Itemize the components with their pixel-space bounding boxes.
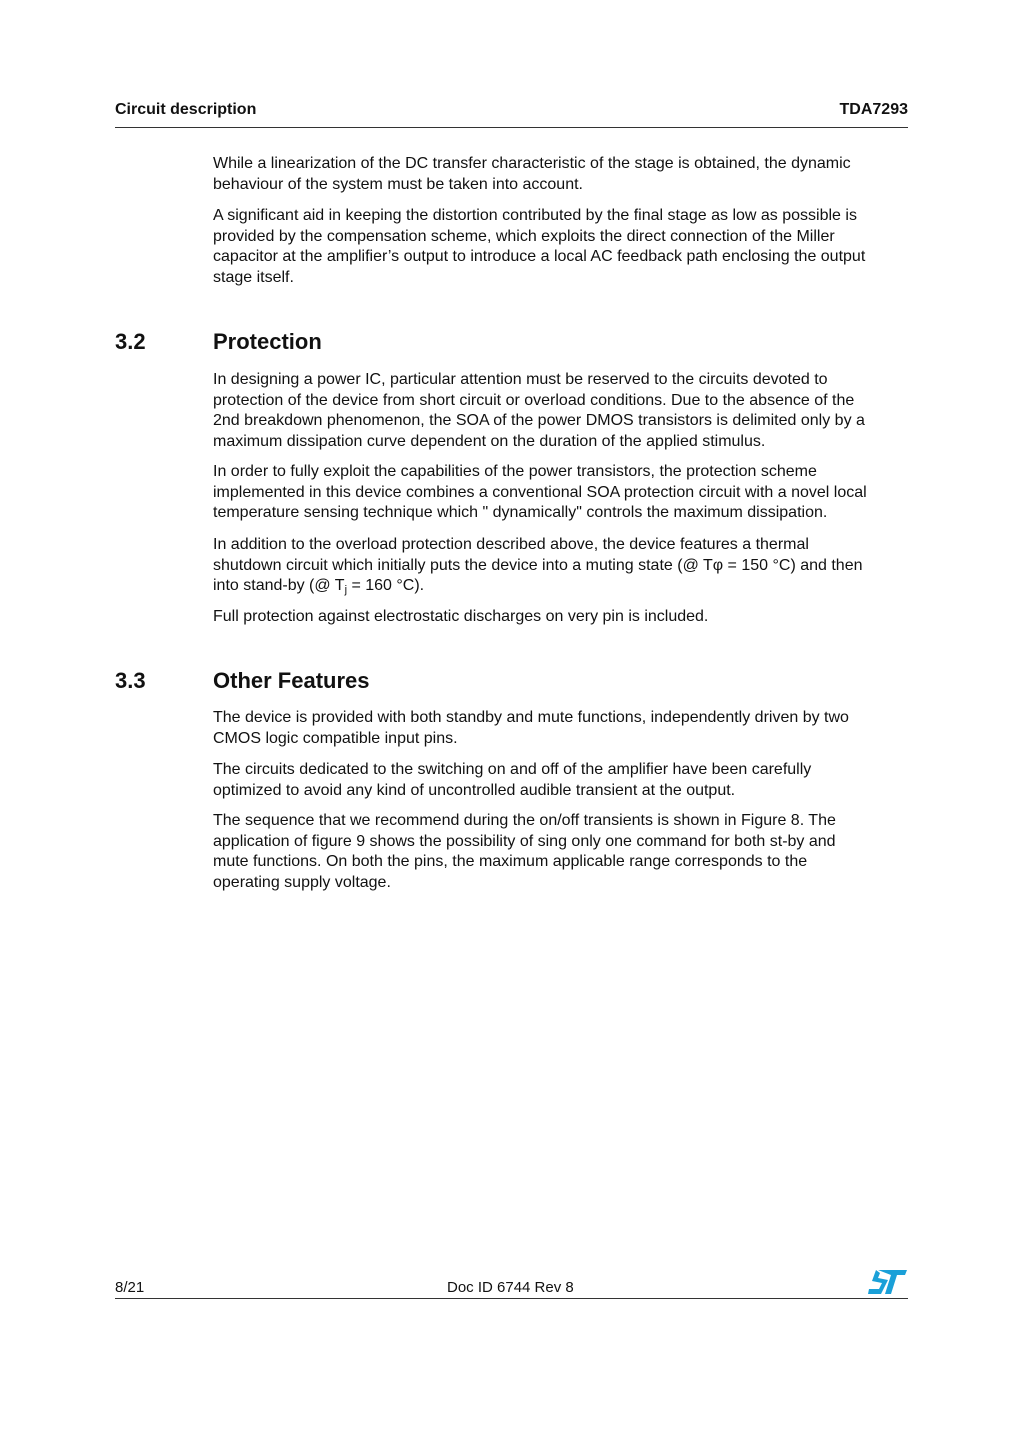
paragraph: [213, 760, 913, 801]
section-number: 3.2: [115, 329, 146, 354]
paragraph: [213, 154, 913, 195]
text-line: CMOS logic compatible input pins.: [213, 729, 458, 747]
section-title: Other Features: [213, 668, 370, 693]
text-line: optimized to avoid any kind of uncontrolled audible transient at the output.: [213, 781, 736, 799]
text-line: While a linearization of the DC transfer characteristic of the stage is obtained, the dynamic: [213, 155, 851, 172]
subscript: j: [344, 584, 348, 597]
header-section-title: Circuit description: [115, 101, 257, 118]
text-line: The circuits dedicated to the switching on and off of the amplifier have been carefully: [213, 761, 812, 778]
text-line: capacitor at the amplifier’s output to introduce a local AC feedback path enclosing the output: [213, 248, 866, 266]
text-line: operating supply voltage.: [213, 874, 391, 892]
text-line: behaviour of the system must be taken into account.: [213, 175, 583, 193]
paragraph: [213, 370, 913, 453]
text-line: 2nd breakdown phenomenon, the SOA of the power DMOS transistors is delimited only by a: [213, 412, 865, 430]
text-line: stage itself.: [213, 269, 294, 287]
header-rule: [115, 127, 908, 128]
paragraph: [213, 708, 913, 749]
section-number: 3.3: [115, 668, 146, 693]
text-line: temperature sensing technique which " dynamically" controls the maximum dissipation.: [213, 504, 828, 522]
paragraph: [213, 607, 913, 628]
text-line: The sequence that we recommend during the on/off transients is shown in Figure 8. The: [213, 812, 836, 829]
text-line: Full protection against electrostatic discharges on very pin is included.: [213, 608, 709, 625]
text-line: A significant aid in keeping the distortion contributed by the final stage as low as possible is: [213, 207, 857, 224]
text-line: provided by the compensation scheme, which exploits the direct connection of the Miller: [213, 227, 835, 245]
text-line: protection of the device from short circuit or overload conditions. Due to the absence of the: [213, 391, 855, 409]
text-line: In order to fully exploit the capabilities of the power transistors, the protection scheme: [213, 463, 817, 480]
text-line: In addition to the overload protection described above, the device features a thermal: [213, 536, 809, 553]
text-line: shutdown circuit which initially puts the device into a muting state (@ Tφ = 150 °C) and then: [213, 556, 863, 574]
section-title: Protection: [213, 329, 322, 354]
paragraph: [213, 206, 913, 289]
text-line: application of figure 9 shows the possibility of sing only one command for both st-by and: [213, 832, 836, 850]
text-line: [213, 576, 913, 597]
text-line: mute functions. On both the pins, the maximum applicable range corresponds to the: [213, 853, 808, 871]
text-line: implemented in this device combines a conventional SOA protection circuit with a novel local: [213, 483, 867, 501]
text-segment: = 160 °C).: [347, 577, 425, 595]
page-number: 8/21: [115, 1279, 145, 1296]
doc-id: Doc ID 6744 Rev 8: [447, 1279, 574, 1296]
text-line: The device is provided with both standby and mute functions, independently driven by two: [213, 709, 849, 726]
paragraph: [213, 811, 913, 894]
text-line: In designing a power IC, particular attention must be reserved to the circuits devoted to: [213, 371, 828, 388]
st-logo-icon: [868, 1269, 908, 1295]
text-line: maximum dissipation curve dependent on the duration of the applied stimulus.: [213, 433, 766, 451]
paragraph: [213, 462, 913, 524]
paragraph-thermal-shutdown: [213, 535, 913, 597]
header-product-name: TDA7293: [839, 101, 908, 118]
text-segment: into stand-by (@ T: [213, 577, 345, 595]
footer-rule: [115, 1298, 908, 1299]
